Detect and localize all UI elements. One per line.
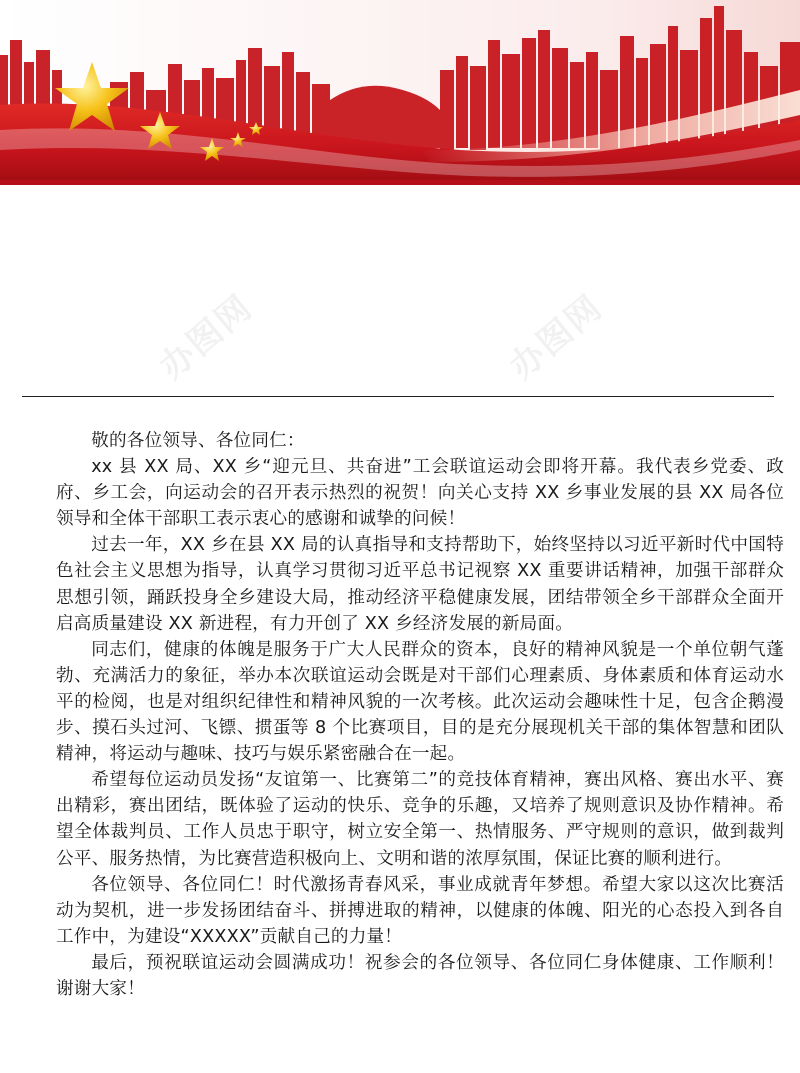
letter-body xyxy=(56,428,784,1002)
paragraph: 过去一年，XX 乡在县 XX 局的认真指导和支持帮助下，始终坚持以习近平新时代中国特色社会主义思想为指导，认真学习贯彻习近平总书记视察 XX 重要讲话精神，加强干部群众思想引领，踊跃投身全乡建设大局，推动经济平稳健康发展，团结带领全乡干部群众全面开启高质量建设 XX 新进程，有力开创了 XX 乡经济发展的新局面。 xyxy=(56,535,784,634)
paragraph: 希望每位运动员发扬“友谊第一、比赛第二”的竞技体育精神，赛出风格、赛出水平、赛出精彩，赛出团结，既体验了运动的快乐、竞争的乐趣，又培养了规则意识及协作精神。希望全体裁判员、工作人员忠于职守，树立安全第一、热情服务、严守规则的意识，做到裁判公平、服务热情，为比赛营造积极向上、文明和谐的浓厚氛围，保证比赛的顺利进行。 xyxy=(56,770,784,869)
divider-line xyxy=(22,396,774,397)
greeting: 敬的各位领导、各位同仁： xyxy=(91,431,305,451)
header-banner xyxy=(0,0,800,185)
paragraph: 各位领导、各位同仁！时代激扬青春风采，事业成就青年梦想。希望大家以这次比赛活动为契机，进一步发扬团结奋斗、拼搏进取的精神，以健康的体魄、阳光的心态投入到各自工作中，为建设“XXXXX”贡献自己的力量！ xyxy=(56,874,784,947)
paragraph: 同志们，健康的体魄是服务于广大人民群众的资本，良好的精神风貌是一个单位朝气蓬勃、充满活力的象征，举办本次联谊运动会既是对干部们心理素质、身体素质和体育运动水平的检阅，也是对组织纪律性和精神风貌的一次考核。此次运动会趣味性十足，包含企鹅漫步、摸石头过河、飞镖、掼蛋等 8 个比赛项目，目的是充分展现机关干部的集体智慧和团队精神，将运动与趣味、技巧与娱乐紧密融合在一起。 xyxy=(56,639,784,765)
paragraph: 最后，预祝联谊运动会圆满成功！祝参会的各位领导、各位同仁身体健康、工作顺利！谢谢大家！ xyxy=(56,952,784,999)
watermark-text: 办图网 xyxy=(152,287,261,388)
watermark-text: 办图网 xyxy=(502,287,611,388)
paragraph: xx 县 XX 局、XX 乡“迎元旦、共奋进”工会联谊运动会即将开幕。我代表乡党委、政府、乡工会，向运动会的召开表示热烈的祝贺！向关心支持 XX 乡事业发展的县 XX 局各位领导和全体干部职工表示衷心的感谢和诚挚的问候！ xyxy=(56,457,784,530)
